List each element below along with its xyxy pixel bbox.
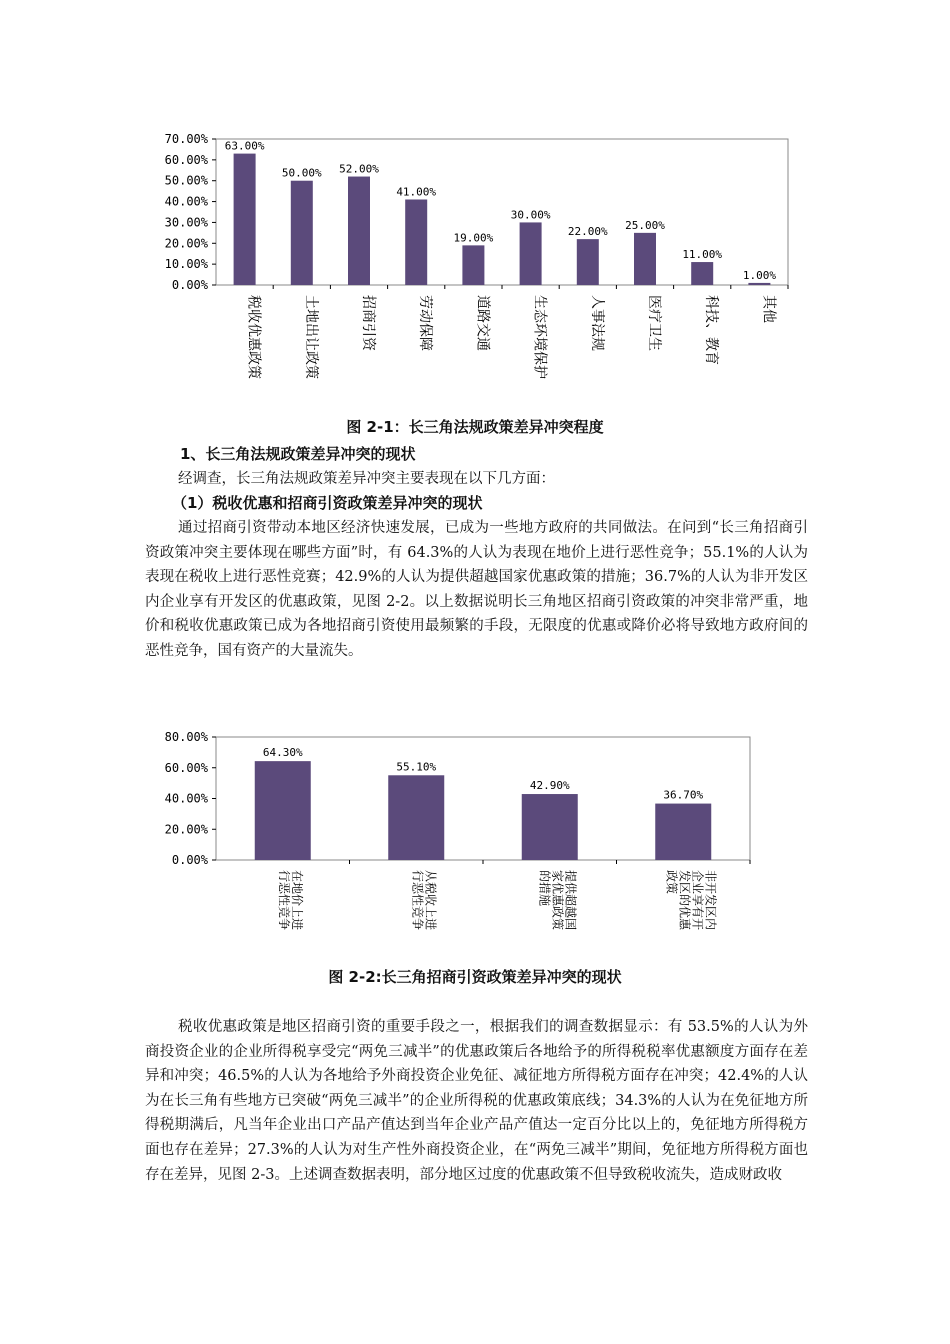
data-label: 63.00% xyxy=(224,139,265,153)
bar xyxy=(748,283,770,285)
intro-text: 经调查，长三角法规政策差异冲突主要表现在以下几方面： xyxy=(178,471,555,487)
bar xyxy=(655,804,711,860)
bar xyxy=(522,794,578,860)
bar xyxy=(291,181,313,285)
y-tick-label: 50.00% xyxy=(164,173,208,188)
x-category-label xyxy=(410,870,438,930)
y-tick-label: 40.00% xyxy=(164,194,208,209)
bar xyxy=(691,262,713,285)
x-category-label xyxy=(664,870,718,931)
data-label: 11.00% xyxy=(682,248,723,262)
y-tick-label: 20.00% xyxy=(164,822,208,837)
data-label: 19.00% xyxy=(453,231,494,245)
x-category-label-line: 政策 xyxy=(664,870,679,895)
x-category-label xyxy=(537,870,578,930)
x-category-label: 人事法规 xyxy=(588,295,605,351)
data-label: 25.00% xyxy=(625,218,665,232)
bar xyxy=(388,775,444,860)
figure-2-1-svg xyxy=(150,130,800,390)
x-category-label-line: 在地价上进 xyxy=(289,870,304,931)
y-tick-label: 70.00% xyxy=(164,132,208,146)
x-category-label: 科技、教育 xyxy=(703,295,720,365)
data-label: 64.30% xyxy=(262,746,303,760)
x-category-label xyxy=(277,870,305,930)
y-tick-label: 40.00% xyxy=(164,791,208,806)
y-tick-label: 0.00% xyxy=(171,278,208,292)
x-category-label: 医疗卫生 xyxy=(646,295,662,351)
x-category-label: 道路交通 xyxy=(474,295,491,351)
figure-2-2-caption: 图 2-2:长三角招商引资政策差异冲突的现状 xyxy=(328,968,622,986)
data-label: 36.70% xyxy=(663,788,704,802)
y-tick-label: 10.00% xyxy=(164,257,208,272)
x-category-label: 生态环境保护 xyxy=(531,295,548,379)
y-tick-label: 0.00% xyxy=(171,853,208,867)
x-category-label: 土地出让政策 xyxy=(302,295,319,379)
figure-2-2-svg xyxy=(150,726,770,956)
figure-2-1-caption: 图 2-1：长三角法规政策差异冲突程度 xyxy=(346,418,604,436)
x-category-label-line: 提供超越国 xyxy=(563,870,578,931)
bar xyxy=(634,233,656,285)
figure-2-1-chart xyxy=(150,130,800,390)
paragraph-2: 税收优惠政策是地区招商引资的重要手段之一，根据我们的调查数据显示：有 53.5%的人认为外商投资企业的企业所得税享受完“两免三减半”的优惠政策后各地给予的所得税税率优惠额度方面存在差异和冲突；46.5%的人认为各地给予外商投资企业免征、减征地方所得税方面存在冲突；42.4%的人认为在长三角有些地方已突破“两免三减半”的企业所得税的优惠政策底线；34.3%的人认为在免征地方所得税期满后，凡当年企业出口产品产值达到当年企业产品产值达一定百分比以上的，免征地方所得税方面也存在差异；27.3%的人认为对生产性外商投资企业，在“两免三减半”期间，免征地方所得税方面也存在差异，见图 2-3。上述调查数据表明，部分地区过度的优惠政策不但导致税收流失，造成财政收 xyxy=(145,1019,808,1183)
bar xyxy=(348,177,370,285)
y-tick-label: 60.00% xyxy=(164,760,208,775)
y-tick-label: 20.00% xyxy=(164,236,208,251)
x-category-label-line: 企业享有开 xyxy=(690,870,705,931)
bar xyxy=(234,154,256,285)
bar xyxy=(520,222,542,285)
x-category-label: 税收优惠政策 xyxy=(245,295,262,379)
section-heading: 1、长三角法规政策差异冲突的现状 xyxy=(180,445,416,463)
y-tick-label: 80.00% xyxy=(164,730,208,744)
y-tick-label: 30.00% xyxy=(164,215,208,230)
paragraph-1: 通过招商引资带动本地区经济快速发展，已成为一些地方政府的共同做法。在问到“长三角招商引资政策冲突主要体现在哪些方面”时，有 64.3%的人认为表现在地价上进行恶性竞争；55.1%的人认为表现在税收上进行恶性竞赛；42.9%的人认为提供超越国家优惠政策的措施；36.7%的人认为非开发区内企业享有开发区的优惠政策，见图 2-2。以上数据说明长三角地区招商引资政策的冲突非常严重，地价和税收优惠政策已成为各地招商引资使用最频繁的手段，无限度的优惠或降价必将导致地方政府间的恶性竞争，国有资产的大量流失。 xyxy=(145,520,808,659)
x-category-label-line: 发区的优惠 xyxy=(677,870,692,931)
bar xyxy=(577,239,599,285)
x-category-label: 劳动保障 xyxy=(417,295,434,351)
bar xyxy=(462,245,484,285)
figure-2-2-chart xyxy=(150,726,770,956)
x-category-label: 其他 xyxy=(760,295,777,323)
data-label: 42.90% xyxy=(529,779,570,793)
x-category-label-line: 的措施 xyxy=(537,870,552,907)
x-category-label-line: 从税收上进 xyxy=(423,870,438,931)
bar xyxy=(255,761,311,860)
y-tick-label: 60.00% xyxy=(164,152,208,167)
bar xyxy=(405,199,427,285)
x-category-label-line: 家优惠政策 xyxy=(550,870,565,931)
x-category-label: 招商引资 xyxy=(360,295,376,351)
x-category-label-line: 行恶性竞争 xyxy=(410,870,425,931)
data-label: 22.00% xyxy=(567,225,608,239)
sub-heading: （1）税收优惠和招商引资政策差异冲突的现状 xyxy=(172,494,483,512)
data-label: 52.00% xyxy=(339,162,379,176)
data-label: 41.00% xyxy=(396,185,437,199)
x-category-label-line: 非开发区内 xyxy=(703,870,718,931)
data-label: 30.00% xyxy=(510,208,551,222)
data-label: 55.10% xyxy=(396,760,437,774)
data-label: 1.00% xyxy=(742,268,776,282)
x-category-label-line: 行恶性竞争 xyxy=(276,870,291,931)
data-label: 50.00% xyxy=(281,166,322,180)
